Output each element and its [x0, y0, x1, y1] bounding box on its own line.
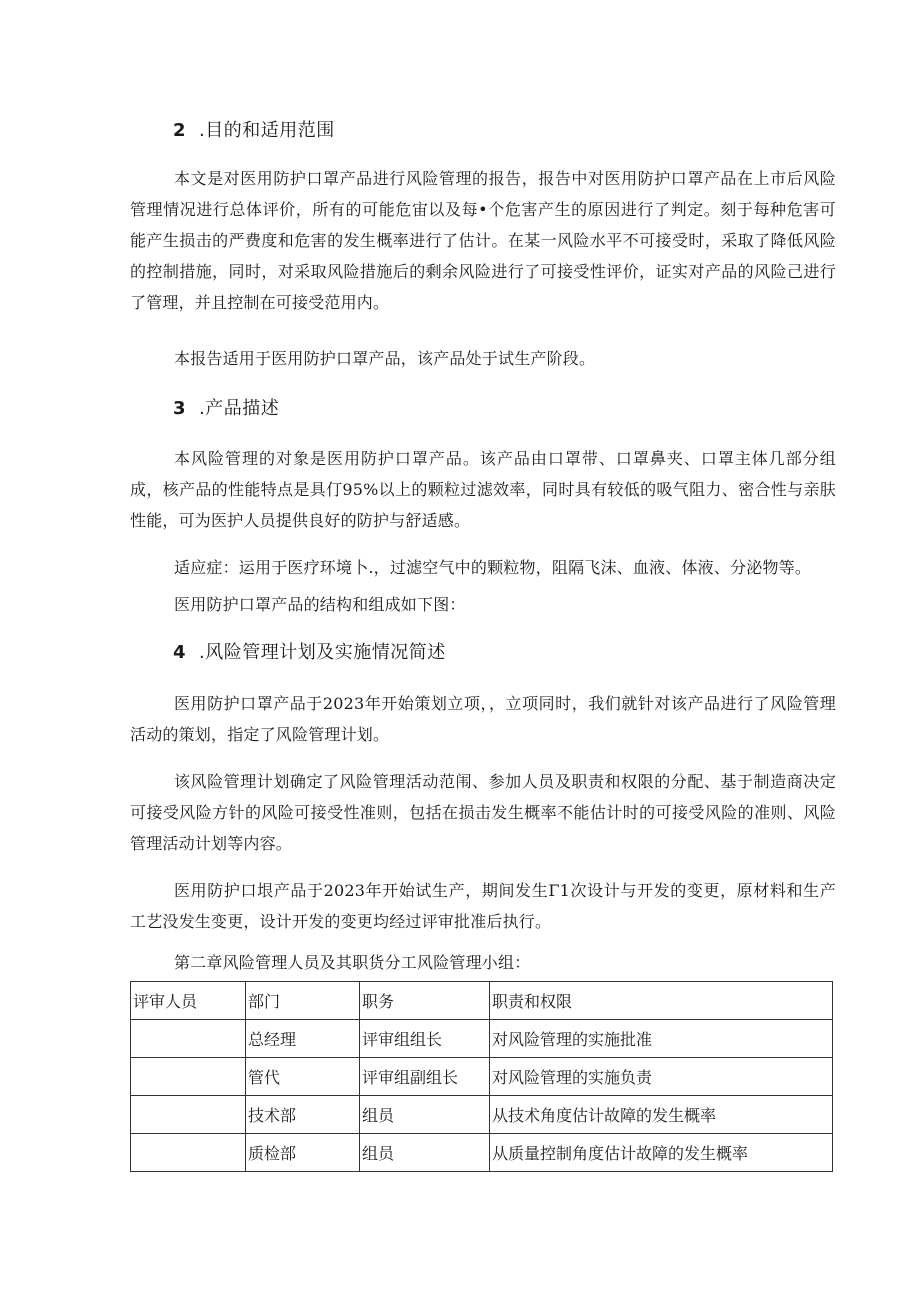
section-4-paragraph-2: 该风险管理计划确定了风险管理活动范闱、参加人员及职责和权限的分配、基于制造商决定可接受风险方针的风险可接受性准则，包括在损击发生概率不能估计时的可接受风险的准则、风险管理活动计划等内容。 — [130, 772, 836, 853]
section-2-paragraph-2: 本报告适用于医用防护口罩产品，该产品处于试生产阶段。 — [174, 349, 596, 368]
section-3-indication: 适应症：运用于医疗环境卜.，过滤空气中的颗粒物，阻隔飞沫、血液、体液、分泌物等。 — [174, 558, 812, 577]
table-cell — [131, 1134, 246, 1172]
table-cell: 技术部 — [246, 1096, 360, 1134]
section-2-paragraph-1: 本文是对医用防护口罩产品进行风险管理的报告，报告中对医用防护口罩产品在上市后风险管理情况进行总体评价，所有的可能危宙以及每•个危害产生的原因进行了判定。刻于每种危害可能产生损击的严费度和危害的发生概率进行了估计。在某一风险水平不可接受时，采取了降低风险的控制措施，同时，对采取风险措施后的剩余风险进行了可接受性评价，证实对产品的风险己进行了管理，并且控制在可接受范用内。 — [130, 169, 836, 312]
table-cell: 评审组副组长 — [360, 1058, 490, 1096]
section-2-heading — [173, 116, 335, 142]
table-cell — [131, 1058, 246, 1096]
table-cell — [131, 1020, 246, 1058]
table-header-cell: 部门 — [246, 982, 360, 1020]
section-4-title: .风险管理计划及实施情况简述 — [199, 642, 446, 663]
section-3-paragraph-1: 本风险管理的对象是医用防护口罩产品。该产品由口罩带、口罩鼻夹、口罩主体几部分组成，核产品的性能特点是具仃95%以上的颗粒过滤效率，同时具有较低的吸气阻力、密合性与亲肤性能，可为医护人员提供良好的防护与舒适感。 — [130, 449, 836, 530]
table-cell: 评审组组长 — [360, 1020, 490, 1058]
table-cell: 质检部 — [246, 1134, 360, 1172]
section-3-title: .产品描述 — [199, 398, 280, 419]
section-3-structure-note: 医用防护口罩产品的结构和组成如下图： — [174, 595, 466, 614]
section-4-paragraph-1: 医用防护口罩产品于2023年开始策划立项，，立项同时，我们就针对该产品进行了风险管理活动的策划，指定了风险管理计划。 — [130, 694, 836, 744]
section-2-number: 2 — [173, 120, 187, 141]
table-cell: 组员 — [360, 1134, 490, 1172]
table-header-cell: 职务 — [360, 982, 490, 1020]
risk-team-table — [130, 981, 833, 1172]
table-row — [131, 1134, 833, 1172]
table-cell: 管代 — [246, 1058, 360, 1096]
table-cell — [131, 1096, 246, 1134]
table-cell: 从技术角度估计故障的发生概率 — [490, 1096, 833, 1134]
table-row — [131, 1096, 833, 1134]
section-4-paragraph-3: 医用防护口垠产品于2023年开始试生产，期间发生Γ1次设计与开发的变更，原材料和生产工艺没发生变更，设计开发的变更均经过评审批准后执行。 — [130, 881, 836, 931]
table-header-row — [131, 982, 833, 1020]
table-cell: 总经理 — [246, 1020, 360, 1058]
table-row — [131, 1058, 833, 1096]
table-header-cell: 职责和权限 — [490, 982, 833, 1020]
table-cell: 对风险管理的实施批准 — [490, 1020, 833, 1058]
table-cell: 从质量控制角度估计故障的发生概率 — [490, 1134, 833, 1172]
section-3-heading — [173, 394, 279, 420]
section-3-number: 3 — [173, 398, 187, 419]
section-4-number: 4 — [173, 642, 187, 663]
table-cell: 对风险管理的实施负责 — [490, 1058, 833, 1096]
table-cell: 组员 — [360, 1096, 490, 1134]
table-header-cell: 评审人员 — [131, 982, 246, 1020]
section-4-team-caption: 第二章风险管理人员及其职货分工风险管理小组： — [174, 953, 531, 972]
section-4-heading — [173, 638, 446, 664]
section-2-title: .目的和适用范围 — [199, 120, 335, 141]
table-row — [131, 1020, 833, 1058]
